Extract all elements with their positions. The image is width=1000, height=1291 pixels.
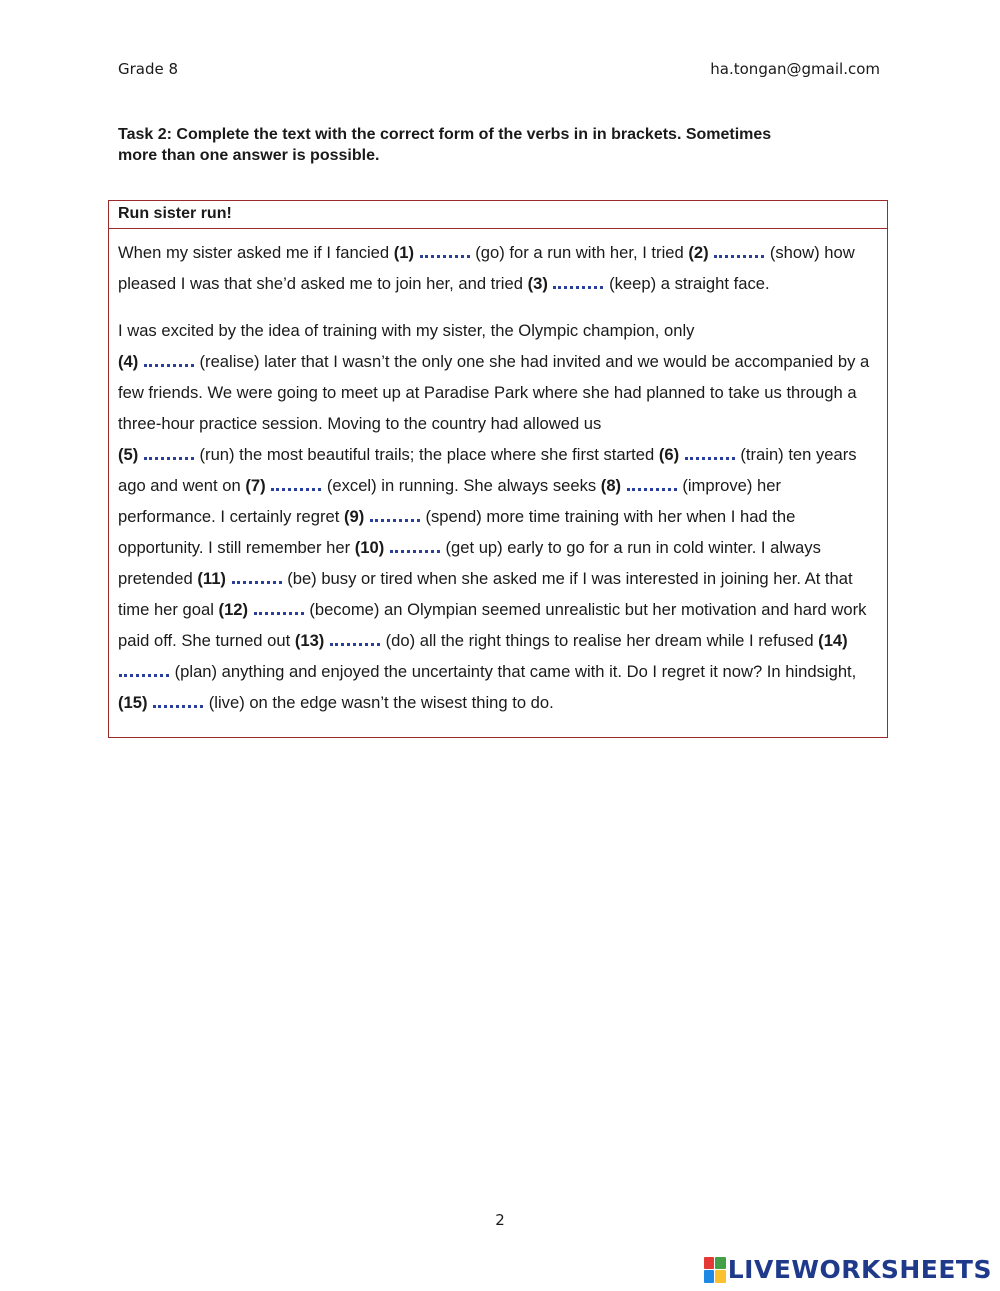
gap-number-15: (15) [118, 693, 148, 712]
gap-number-7: (7) [245, 476, 266, 495]
liveworksheets-logo [704, 1255, 992, 1284]
text: (keep) a straight face. [609, 274, 770, 293]
gap-number-14: (14) [818, 631, 848, 650]
logo-text: LIVEWORKSHEETS [727, 1255, 992, 1284]
text: (realise) later that I wasn’t the only one she had invited and we would be accompanied by a few friends. We were going to meet up at Paradise Park where she had planned to take us through a three-hour practice session. Moving to the country had allowed us [118, 352, 870, 433]
text: I was excited by the idea of training with my sister, the Olympic champion, only [118, 321, 695, 340]
answer-blank-12[interactable] [254, 598, 304, 615]
answer-blank-5[interactable] [144, 443, 194, 460]
exercise-title: Run sister run! [109, 201, 887, 229]
logo-square-yellow [715, 1270, 726, 1283]
text: (live) on the edge wasn’t the wisest thing to do. [208, 693, 554, 712]
answer-blank-1[interactable] [420, 241, 470, 258]
logo-mark-icon [704, 1257, 726, 1283]
text: (become) an Olympian seemed unrealistic but her motivation and hard work paid off. She turned out [118, 600, 867, 650]
page-number: 2 [495, 1211, 505, 1229]
answer-blank-11[interactable] [232, 567, 282, 584]
header-grade: Grade 8 [118, 60, 179, 78]
logo-square-blue [704, 1270, 715, 1283]
gap-number-9: (9) [343, 507, 365, 526]
text: (excel) in running. She always seeks [326, 476, 601, 495]
header-email: ha.tongan@gmail.com [710, 60, 880, 78]
answer-blank-2[interactable] [714, 241, 764, 258]
text: (get up) early to go for a run in cold winter. I always pretended [118, 538, 821, 588]
answer-blank-15[interactable] [153, 691, 203, 708]
text: (be) busy or tired when she asked me if I was interested in joining her. At that time her goal [118, 569, 853, 619]
paragraph-1 [109, 237, 887, 299]
logo-square-red [704, 1257, 715, 1270]
answer-blank-14[interactable] [119, 660, 169, 677]
gap-number-3: (3) [527, 274, 548, 293]
text: (run) the most beautiful trails; the place where she first started [199, 445, 659, 464]
task-line-1: Task 2: Complete the text with the correct form of the verbs in in brackets. Sometimes [118, 126, 772, 143]
text: (show) how pleased I was that she’d asked me to join her, and tried [118, 243, 855, 293]
answer-blank-10[interactable] [390, 536, 440, 553]
answer-blank-4[interactable] [144, 350, 194, 367]
gap-number-4: (4) [118, 352, 139, 371]
gap-number-1: (1) [393, 243, 415, 262]
gap-number-5: (5) [118, 445, 139, 464]
text: (spend) more time training with her when I had the opportunity. I still remember her [118, 507, 796, 557]
gap-number-8: (8) [600, 476, 622, 495]
gap-number-6: (6) [658, 445, 680, 464]
text: (train) ten years ago and went on [118, 445, 857, 495]
exercise-box [108, 200, 888, 738]
answer-blank-13[interactable] [330, 629, 380, 646]
answer-blank-3[interactable] [553, 272, 603, 289]
gap-number-12: (12) [218, 600, 249, 619]
answer-blank-7[interactable] [271, 474, 321, 491]
gap-number-10: (10) [354, 538, 385, 557]
answer-blank-6[interactable] [685, 443, 735, 460]
logo-square-green [715, 1257, 726, 1270]
paragraph-2 [109, 315, 887, 718]
answer-blank-9[interactable] [370, 505, 420, 522]
text: (improve) her performance. I certainly regret [118, 476, 781, 526]
gap-number-2: (2) [688, 243, 709, 262]
text: (go) for a run with her, I tried [475, 243, 689, 262]
text: (plan) anything and enjoyed the uncertainty that came with it. Do I regret it now? In hindsight, [174, 662, 857, 681]
task-instruction [118, 124, 888, 166]
gap-number-11: (11) [197, 569, 226, 588]
gap-number-13: (13) [294, 631, 325, 650]
text: (do) all the right things to realise her dream while I refused [385, 631, 819, 650]
text: When my sister asked me if I fancied [118, 243, 394, 262]
task-line-2: more than one answer is possible. [118, 147, 380, 164]
answer-blank-8[interactable] [627, 474, 677, 491]
